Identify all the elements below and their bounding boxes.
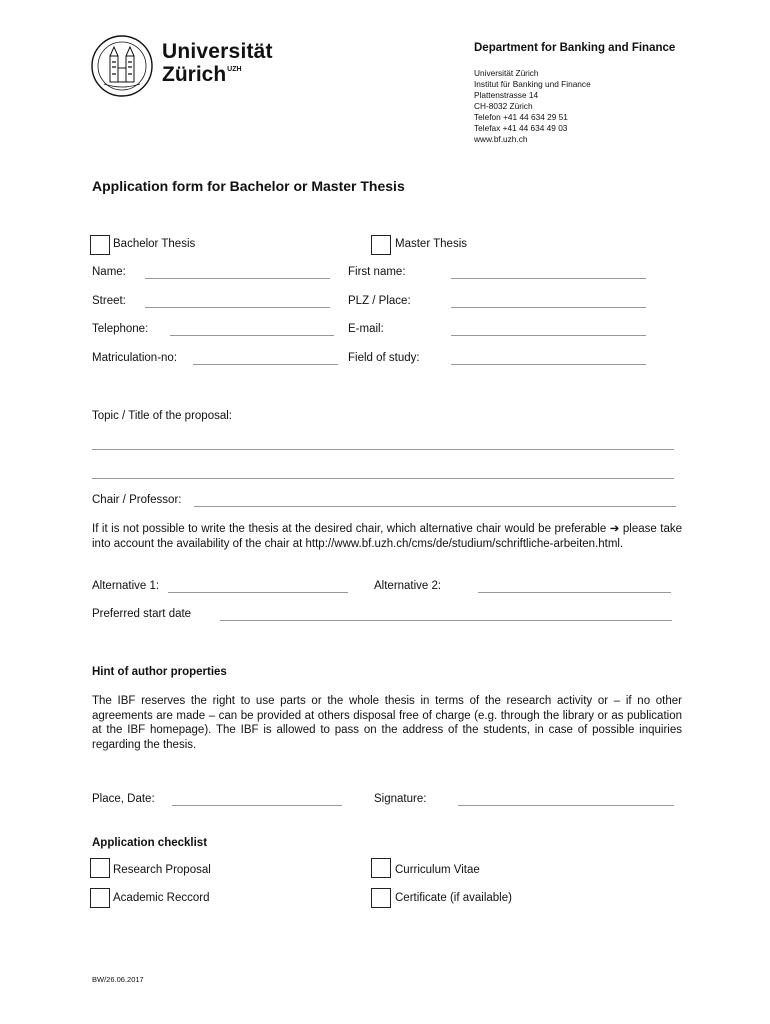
address-line: Telefon +41 44 634 29 51	[474, 112, 568, 122]
address-line: Universität Zürich	[474, 68, 539, 78]
street-label: Street:	[92, 295, 126, 307]
alternative-1-field[interactable]	[168, 592, 348, 593]
topic-label: Topic / Title of the proposal:	[92, 410, 232, 422]
master-thesis-label: Master Thesis	[395, 238, 468, 250]
name-label: Name:	[92, 266, 126, 278]
form-title: Application form for Bachelor or Master Thesis	[92, 178, 405, 194]
signature-label: Signature:	[374, 793, 427, 805]
bachelor-thesis-label: Bachelor Thesis	[113, 238, 196, 250]
alternative-chair-instructions: If it is not possible to write the thesis at the desired chair, which alternative chair would be preferable ➔ please take into account the availability of the chair at http://www.bf.uzh.ch/cms/de/studium/schriftliche-arbeiten.html.	[92, 523, 682, 550]
name-field[interactable]	[145, 278, 330, 279]
logo-university: Universität	[162, 40, 273, 63]
email-label: E-mail:	[348, 323, 384, 335]
hint-heading: Hint of author properties	[92, 666, 227, 678]
plz-place-field[interactable]	[451, 307, 646, 308]
chair-professor-field[interactable]	[194, 506, 676, 507]
address-line: Plattenstrasse 14	[474, 90, 539, 100]
uzh-logo	[90, 36, 280, 98]
alternative-2-label: Alternative 2:	[374, 580, 442, 592]
alternative-1-label: Alternative 1:	[92, 580, 160, 592]
checklist-heading: Application checklist	[92, 837, 208, 849]
telephone-label: Telephone:	[92, 323, 149, 335]
email-field[interactable]	[451, 335, 646, 336]
first-name-label: First name:	[348, 266, 406, 278]
footer-version: BW/26.06.2017	[92, 975, 144, 984]
place-date-field[interactable]	[172, 805, 342, 806]
address-line: Telefax +41 44 634 49 03	[474, 123, 568, 133]
master-thesis-checkbox[interactable]	[371, 235, 391, 255]
academic-record-label: Academic Reccord	[113, 892, 210, 904]
plz-place-label: PLZ / Place:	[348, 295, 411, 307]
topic-field-line-1[interactable]	[92, 449, 674, 450]
field-of-study-field[interactable]	[451, 364, 646, 365]
signature-field[interactable]	[458, 805, 674, 806]
preferred-start-date-field[interactable]	[220, 620, 672, 621]
alternative-2-field[interactable]	[478, 592, 671, 593]
topic-field-line-2[interactable]	[92, 478, 674, 479]
research-proposal-label: Research Proposal	[113, 864, 211, 876]
certificate-label: Certificate (if available)	[395, 892, 512, 904]
matriculation-field[interactable]	[193, 364, 338, 365]
address-line: CH-8032 Zürich	[474, 101, 533, 111]
telephone-field[interactable]	[170, 335, 334, 336]
address-line: www.bf.uzh.ch	[474, 134, 528, 144]
address-line: Institut für Banking und Finance	[474, 79, 591, 89]
department-address	[474, 68, 591, 145]
matriculation-label: Matriculation-no:	[92, 352, 178, 364]
logo-city: Zürich$^{UZH}$	[162, 63, 242, 86]
bachelor-thesis-checkbox[interactable]	[90, 235, 110, 255]
place-date-label: Place, Date:	[92, 793, 155, 805]
academic-record-checkbox[interactable]	[90, 888, 110, 908]
curriculum-vitae-checkbox[interactable]	[371, 858, 391, 878]
first-name-field[interactable]	[451, 278, 646, 279]
street-field[interactable]	[145, 307, 330, 308]
department-name: Department for Banking and Finance	[474, 42, 676, 54]
preferred-start-date-label: Preferred start date	[92, 608, 192, 620]
chair-professor-label: Chair / Professor:	[92, 494, 182, 506]
logo-uzh: UZH	[227, 66, 242, 73]
uzh-seal-icon	[90, 34, 154, 98]
curriculum-vitae-label: Curriculum Vitae	[395, 864, 480, 876]
field-of-study-label: Field of study:	[348, 352, 420, 364]
certificate-checkbox[interactable]	[371, 888, 391, 908]
hint-text: The IBF reserves the right to use parts or the whole thesis in terms of the research activity or – if no other agreements are made – can be provided at others disposal free of charge (e.g. through the library or as publication at the IBF homepage). The IBF is allowed to pass on the address of the students, in case of possible inquiries regarding the thesis.	[92, 695, 682, 751]
research-proposal-checkbox[interactable]	[90, 858, 110, 878]
